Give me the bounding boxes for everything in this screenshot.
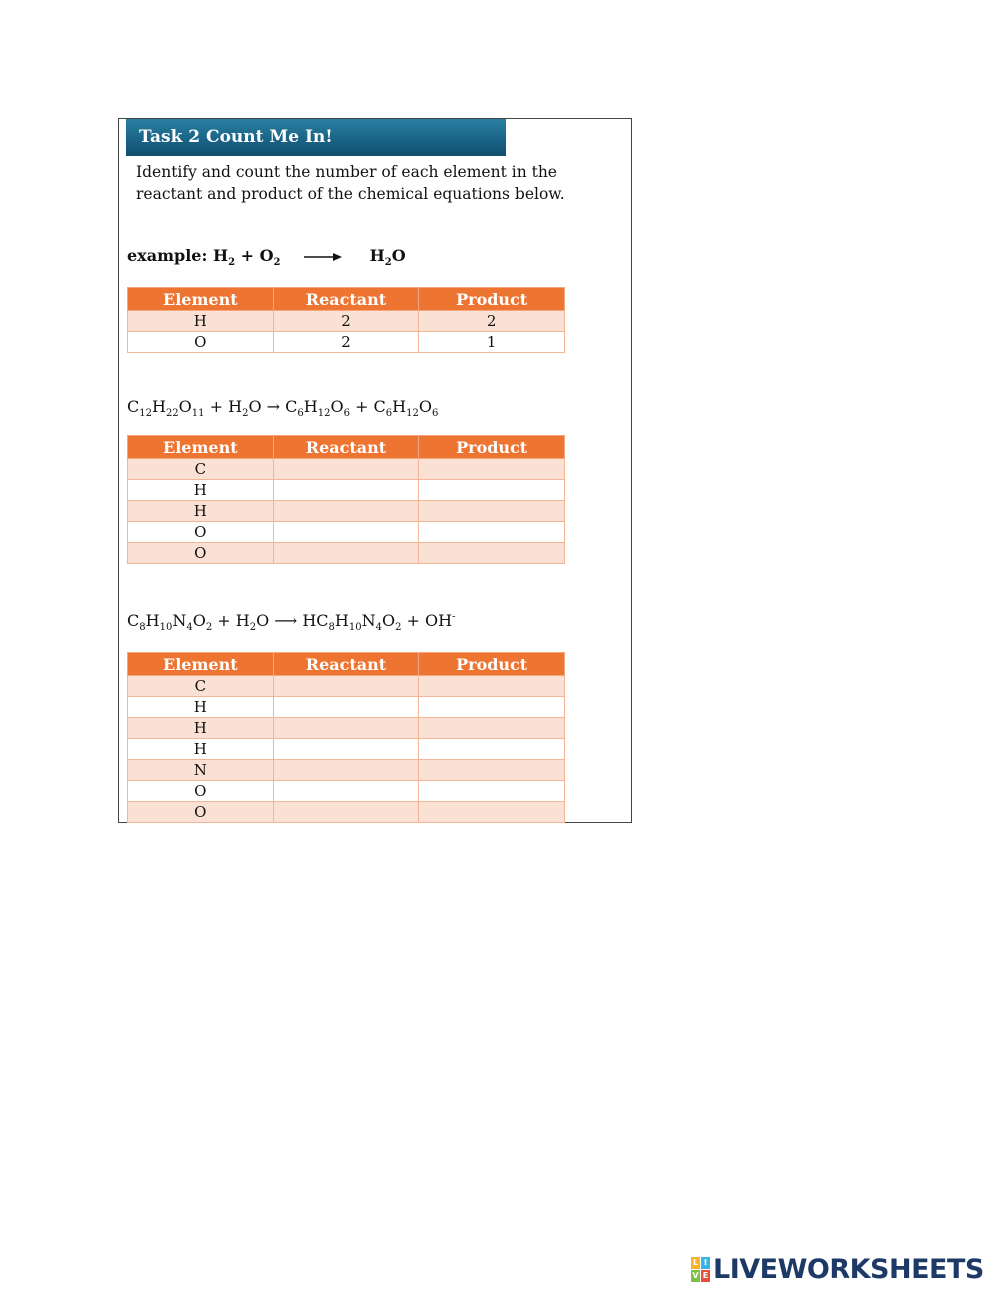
- product-cell[interactable]: [419, 459, 565, 480]
- task-card: [118, 118, 632, 823]
- equation-text: + OH: [401, 611, 453, 630]
- table-row: [128, 718, 565, 739]
- equation-text: H: [392, 397, 407, 416]
- task-title-banner: Task 2 Count Me In!: [126, 119, 506, 156]
- equation-subscript: 2: [249, 622, 257, 634]
- table-row: [128, 760, 565, 781]
- equation-text: H: [303, 397, 318, 416]
- reactant-cell: 2: [273, 311, 419, 332]
- equation-subscript: 2: [395, 622, 402, 634]
- example-sub: 2: [228, 257, 236, 269]
- liveworksheets-logo: [691, 1253, 984, 1285]
- product-cell: 1: [419, 332, 565, 353]
- equation-text: C: [127, 611, 140, 630]
- table-row: [128, 522, 565, 543]
- equation-subscript: 2: [205, 622, 213, 634]
- product-cell[interactable]: [419, 760, 565, 781]
- logo-letter-tile: V: [692, 1270, 699, 1280]
- column-header-product: Product: [419, 288, 565, 311]
- element-cell: H: [128, 311, 274, 332]
- product-cell[interactable]: [419, 739, 565, 760]
- column-header-product: Product: [419, 653, 565, 676]
- element-cell: O: [128, 332, 274, 353]
- example-equation: [127, 246, 406, 268]
- table-row: [128, 501, 565, 522]
- reactant-cell[interactable]: [273, 802, 419, 823]
- element-cell: C: [128, 459, 274, 480]
- product-cell[interactable]: [419, 718, 565, 739]
- table-row: [128, 543, 565, 564]
- equation-1-table: [127, 435, 565, 564]
- equation-text: O: [178, 397, 192, 416]
- equation-subscript: 4: [186, 622, 193, 634]
- example-sub: 2: [273, 257, 281, 269]
- product-cell[interactable]: [419, 543, 565, 564]
- charge-superscript: -: [452, 611, 456, 623]
- element-cell: O: [128, 522, 274, 543]
- product-cell[interactable]: [419, 501, 565, 522]
- product-cell[interactable]: [419, 522, 565, 543]
- example-sub: 2: [384, 257, 392, 269]
- equation-subscript: 2: [242, 408, 249, 420]
- column-header-product: Product: [419, 436, 565, 459]
- equation-subscript: 4: [375, 622, 382, 634]
- reactant-cell[interactable]: [273, 697, 419, 718]
- equation-text: H: [151, 397, 166, 416]
- column-header-reactant: Reactant: [273, 653, 419, 676]
- equation-text: O: [418, 397, 432, 416]
- equation-text: O: [381, 611, 396, 630]
- equation-text: O: [330, 397, 344, 416]
- equation-subscript: 12: [317, 408, 331, 420]
- reactant-cell[interactable]: [273, 501, 419, 522]
- element-cell: O: [128, 802, 274, 823]
- reactant-cell: 2: [273, 332, 419, 353]
- table-row: [128, 802, 565, 823]
- equation-subscript: 12: [406, 408, 419, 420]
- table-row: [128, 781, 565, 802]
- logo-letter-tile: L: [692, 1257, 699, 1267]
- instructions-line-2: reactant and product of the chemical equations below.: [136, 185, 565, 203]
- logo-text: LIVEWORKSHEETS: [713, 1253, 984, 1285]
- example-table: [127, 287, 565, 353]
- equation-subscript: 12: [139, 408, 152, 420]
- element-cell: O: [128, 543, 274, 564]
- column-header-element: Element: [128, 436, 274, 459]
- table-header-row: [128, 288, 565, 311]
- element-cell: H: [128, 501, 274, 522]
- example-reactant-o: O: [259, 246, 274, 265]
- equation-2-table: [127, 652, 565, 823]
- equation-2: [127, 611, 456, 633]
- reactant-cell[interactable]: [273, 718, 419, 739]
- example-reactant-h: H: [212, 246, 229, 265]
- equation-subscript: 6: [385, 408, 393, 420]
- reactant-cell[interactable]: [273, 676, 419, 697]
- element-cell: H: [128, 718, 274, 739]
- equation-subscript: 11: [191, 408, 205, 420]
- column-header-element: Element: [128, 288, 274, 311]
- table-row: [128, 480, 565, 501]
- column-header-reactant: Reactant: [273, 436, 419, 459]
- element-cell: H: [128, 739, 274, 760]
- equation-subscript: 10: [159, 622, 173, 634]
- equation-1: [127, 397, 438, 419]
- reactant-cell[interactable]: [273, 781, 419, 802]
- instructions-line-1: Identify and count the number of each element in the: [136, 163, 557, 181]
- equation-text: + H: [212, 611, 250, 630]
- equation-text: + H: [204, 397, 243, 416]
- element-cell: N: [128, 760, 274, 781]
- equation-text: H: [145, 611, 160, 630]
- logo-letter-tile: E: [702, 1270, 709, 1280]
- product-cell[interactable]: [419, 781, 565, 802]
- product-cell[interactable]: [419, 697, 565, 718]
- example-product-o: O: [391, 246, 406, 265]
- equation-text: O: [192, 611, 206, 630]
- column-header-element: Element: [128, 653, 274, 676]
- reactant-cell[interactable]: [273, 760, 419, 781]
- element-cell: H: [128, 697, 274, 718]
- element-cell: H: [128, 480, 274, 501]
- element-cell: C: [128, 676, 274, 697]
- equation-subscript: 6: [297, 408, 304, 420]
- example-product-h: H: [369, 246, 385, 265]
- equation-text: H: [334, 611, 349, 630]
- reactant-cell[interactable]: [273, 480, 419, 501]
- element-cell: O: [128, 781, 274, 802]
- example-prefix: example:: [127, 246, 208, 265]
- table-row: [128, 739, 565, 760]
- table-row: [128, 459, 565, 480]
- logo-mark-icon: [691, 1257, 710, 1282]
- product-cell[interactable]: [419, 676, 565, 697]
- reactant-cell[interactable]: [273, 543, 419, 564]
- equation-text: O ⟶ HC: [256, 611, 329, 630]
- product-cell[interactable]: [419, 802, 565, 823]
- column-header-reactant: Reactant: [273, 288, 419, 311]
- table-row: [128, 697, 565, 718]
- reactant-cell[interactable]: [273, 522, 419, 543]
- equation-subscript: 8: [328, 622, 335, 634]
- table-row: [128, 332, 565, 353]
- equation-text: O → C: [248, 397, 298, 416]
- table-row: [128, 676, 565, 697]
- equation-subscript: 6: [343, 408, 350, 420]
- logo-letter-tile: I: [701, 1257, 710, 1269]
- table-header-row: [128, 436, 565, 459]
- example-plus: +: [240, 246, 255, 265]
- equation-subscript: 6: [431, 408, 439, 420]
- reactant-cell[interactable]: [273, 459, 419, 480]
- equation-subscript: 8: [139, 622, 146, 634]
- equation-subscript: 22: [165, 408, 179, 420]
- equation-text: C: [127, 397, 140, 416]
- task-instructions: [136, 161, 616, 205]
- equation-subscript: 10: [348, 622, 362, 634]
- table-row: [128, 311, 565, 332]
- product-cell[interactable]: [419, 480, 565, 501]
- reaction-arrow-icon: [304, 252, 342, 262]
- product-cell: 2: [419, 311, 565, 332]
- equation-text: N: [361, 611, 376, 630]
- equation-text: N: [172, 611, 187, 630]
- equation-text: + C: [349, 397, 386, 416]
- table-header-row: [128, 653, 565, 676]
- reactant-cell[interactable]: [273, 739, 419, 760]
